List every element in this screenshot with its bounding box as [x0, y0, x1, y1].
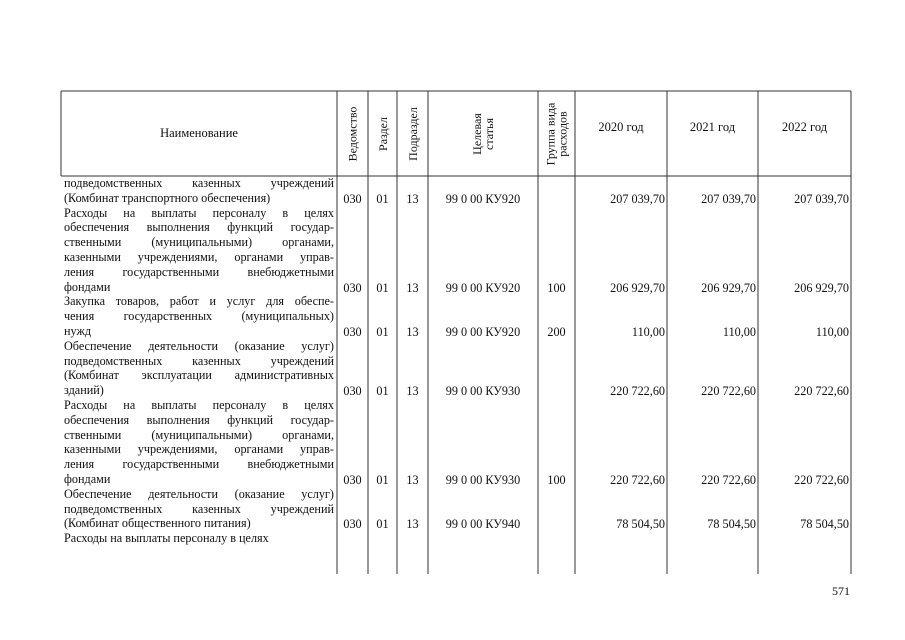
header-2020	[575, 91, 667, 163]
row-name-line: (Комбинат общественного питания)	[64, 516, 251, 531]
row-name-line: Расходы на выплаты персоналу в целях	[64, 398, 334, 412]
row-name-line: ления государственными внебюджетными	[64, 457, 334, 472]
header-celevaya-label	[471, 113, 495, 155]
row-name-line: ственными (муниципальными) органами,	[64, 427, 334, 442]
row-name-line: Обеспечение деятельности (оказание услуг)	[64, 486, 334, 501]
cell-2022: 220 722,60	[794, 384, 849, 399]
cell-razdel: 01	[376, 280, 389, 295]
header-name-label: Наименование	[160, 126, 238, 140]
cell-2021: 78 504,50	[707, 517, 756, 532]
header-name	[61, 91, 337, 176]
cell-2020: 206 929,70	[610, 280, 665, 295]
row-name-line: подведомственных казенных учреждений	[64, 501, 334, 516]
cell-2021: 207 039,70	[701, 191, 756, 206]
cell-celevaya: 99 0 00 КУ930	[445, 473, 521, 487]
row-name-line: зданий)	[64, 383, 104, 398]
cell-2021: 220 722,60	[701, 384, 756, 399]
cell-podrazdel: 13	[406, 325, 419, 339]
cell-vedomstvo: 030	[343, 517, 362, 532]
cell-celevaya: 99 0 00 КУ920	[445, 325, 521, 339]
header-2022-label: 2022 год	[781, 119, 828, 134]
row-name-line: ления государственными внебюджетными	[64, 264, 334, 279]
header-vedomstvo-label: Ведомство	[345, 106, 360, 161]
row-name-line: казенными учреждениями, органами управ-	[64, 250, 334, 264]
header-razdel	[368, 91, 397, 176]
cell-vedomstvo: 030	[343, 473, 362, 487]
row-name-line: Закупка товаров, работ и услуг для обеспе-	[64, 294, 334, 309]
row-name-line: подведомственных казенных учреждений	[64, 353, 334, 368]
header-gruppa-label	[545, 102, 569, 165]
cell-2022: 206 929,70	[794, 280, 849, 295]
row-name-line: Расходы на выплаты персоналу в целях	[64, 205, 334, 220]
row-name-line: подведомственных казенных учреждений	[64, 176, 334, 190]
row-name-line: (Комбинат транспортного обеспечения)	[64, 190, 271, 205]
header-2021-label: 2021 год	[689, 119, 736, 134]
header-2021	[667, 91, 758, 163]
cell-razdel: 01	[376, 517, 389, 532]
cell-celevaya: 99 0 00 КУ920	[445, 280, 521, 295]
header-celevaya	[428, 91, 538, 176]
header-2020-label: 2020 год	[598, 119, 644, 134]
cell-gruppa: 200	[547, 325, 566, 339]
row-name-line: чения государственных (муниципальных)	[64, 309, 334, 324]
cell-2021: 110,00	[722, 325, 756, 339]
header-podrazdel-label: Подраздел	[405, 106, 420, 161]
header-gruppa-line: расходов	[555, 110, 570, 157]
header-razdel-label: Раздел	[375, 116, 390, 151]
cell-razdel: 01	[376, 325, 389, 339]
cell-2020: 207 039,70	[610, 191, 665, 206]
cell-razdel: 01	[376, 473, 389, 487]
cell-vedomstvo: 030	[343, 191, 362, 206]
row-name-line: фондами	[64, 279, 111, 294]
cell-2022: 220 722,60	[794, 473, 849, 487]
cell-celevaya: 99 0 00 КУ920	[445, 191, 521, 206]
cell-podrazdel: 13	[406, 191, 419, 206]
row-name-line: обеспечения выполнения функций государ-	[64, 220, 334, 235]
header-celevaya-line: Целевая	[469, 112, 484, 155]
cell-podrazdel: 13	[406, 473, 419, 487]
cell-vedomstvo: 030	[343, 384, 362, 399]
cell-celevaya: 99 0 00 КУ940	[445, 517, 521, 532]
cell-2022: 110,00	[815, 325, 849, 339]
cell-razdel: 01	[376, 191, 389, 206]
row-name-line: обеспечения выполнения функций государ-	[64, 412, 334, 427]
header-2022	[758, 91, 851, 163]
row-name-line: ственными (муниципальными) органами,	[64, 235, 334, 250]
cell-podrazdel: 13	[406, 384, 419, 399]
header-celevaya-line: статья	[481, 117, 496, 150]
cell-2022: 78 504,50	[800, 517, 849, 532]
header-vedomstvo	[337, 91, 368, 176]
cell-podrazdel: 13	[406, 280, 419, 295]
page-number: 571	[832, 584, 850, 598]
cell-vedomstvo: 030	[343, 280, 362, 295]
header-gruppa-line: Группа вида	[543, 102, 558, 165]
row-name-line: Расходы на выплаты персоналу в целях	[64, 531, 269, 546]
cell-celevaya: 99 0 00 КУ930	[445, 384, 521, 399]
cell-podrazdel: 13	[406, 517, 419, 532]
cell-gruppa: 100	[547, 473, 566, 487]
cell-vedomstvo: 030	[343, 325, 362, 339]
cell-2020: 220 722,60	[610, 384, 665, 399]
row-name-line: нужд	[64, 324, 92, 338]
cell-2022: 207 039,70	[794, 191, 849, 206]
row-name-line: (Комбинат эксплуатации административных	[64, 368, 334, 383]
cell-gruppa: 100	[547, 280, 566, 295]
row-name-line: фондами	[64, 472, 111, 486]
row-name-line: Обеспечение деятельности (оказание услуг)	[64, 338, 334, 353]
cell-2020: 220 722,60	[610, 473, 665, 487]
cell-2020: 78 504,50	[616, 517, 665, 532]
cell-2021: 206 929,70	[701, 280, 756, 295]
row-name-line: казенными учреждениями, органами управ-	[64, 442, 334, 457]
cell-2021: 220 722,60	[701, 473, 756, 487]
cell-2020: 110,00	[631, 325, 665, 339]
cell-razdel: 01	[376, 384, 389, 399]
header-podrazdel	[397, 91, 428, 176]
header-gruppa	[538, 91, 575, 176]
